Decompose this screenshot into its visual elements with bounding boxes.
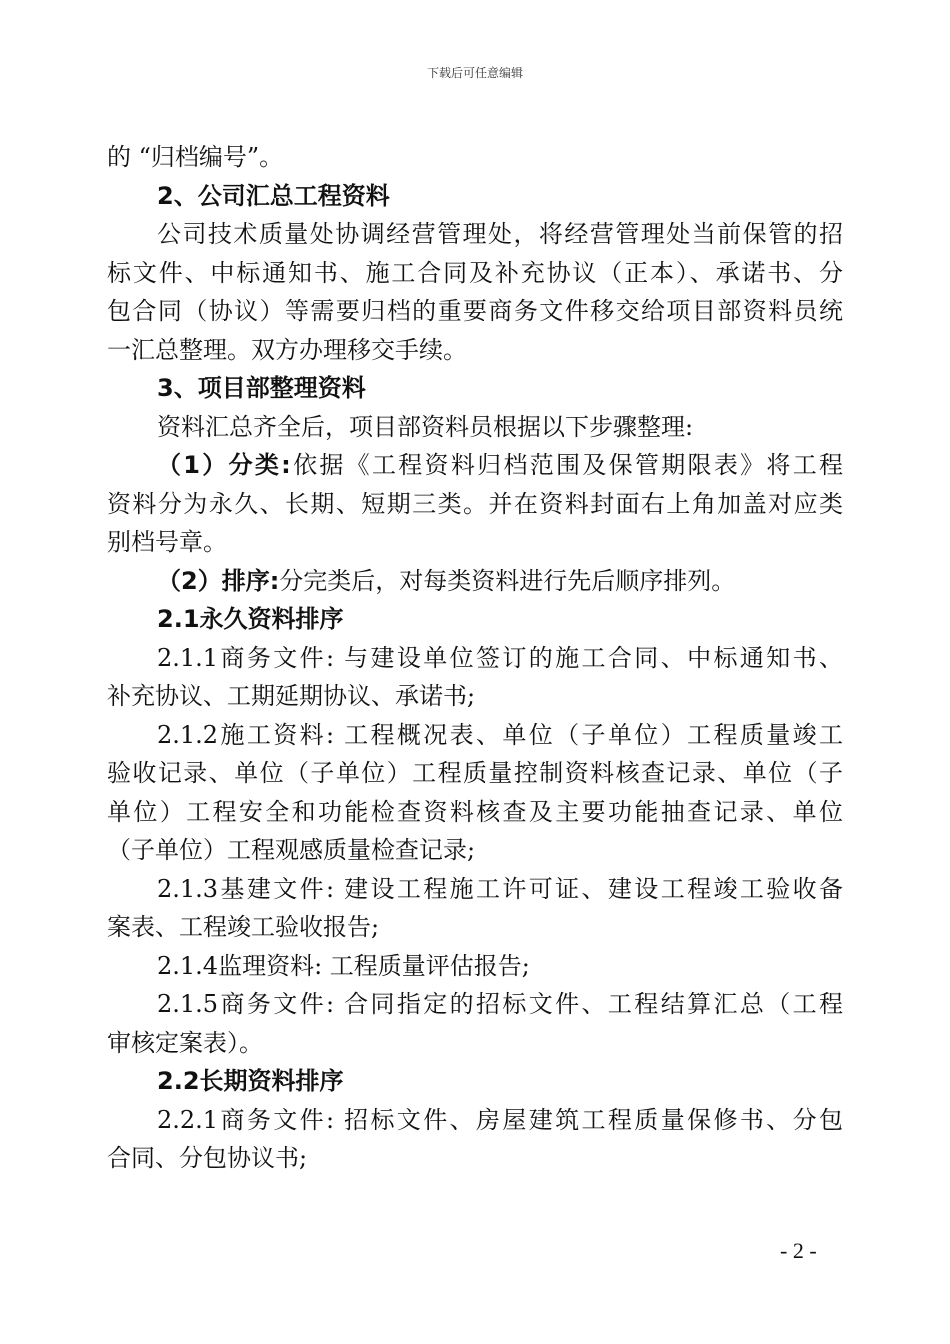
text-line: 资料汇总齐全后，项目部资料员根据以下步骤整理: bbox=[157, 412, 694, 441]
text-line: 2.1.4监理资料: 工程质量评估报告; bbox=[157, 951, 530, 980]
section-heading: 2.1永久资料排序 bbox=[157, 605, 344, 633]
text-line: 审核定案表）。 bbox=[107, 1028, 263, 1057]
text-line: 2.2.1商务文件: 招标文件、房屋建筑工程质量保修书、分包 bbox=[157, 1105, 843, 1134]
text-line: 标文件、中标通知书、施工合同及补充协议（正本）、承诺书、分 bbox=[107, 258, 843, 287]
item-lead-label: （2）排序: bbox=[157, 566, 280, 595]
header-note: 下载后可任意编辑 bbox=[426, 66, 523, 80]
text-line bbox=[107, 446, 843, 485]
text-line: 2.1.2施工资料: 工程概况表、单位（子单位）工程质量竣工 bbox=[157, 720, 843, 749]
document-body bbox=[107, 138, 843, 1178]
page-number: - 2 - bbox=[780, 1238, 817, 1263]
text-line: 一汇总整理。双方办理移交手续。 bbox=[107, 335, 467, 364]
text-line: 的 “归档编号”。 bbox=[107, 143, 284, 171]
text-line: 2.1.3基建文件: 建设工程施工许可证、建设工程竣工验收备 bbox=[157, 874, 843, 903]
text-line: 2.1.1商务文件: 与建设单位签订的施工合同、中标通知书、 bbox=[157, 643, 843, 672]
text-line: 合同、分包协议书; bbox=[107, 1144, 308, 1172]
item-text: 分完类后，对每类资料进行先后顺序排列。 bbox=[279, 566, 736, 595]
text-line bbox=[107, 562, 843, 601]
text-line: 资料分为永久、长期、短期三类。并在资料封面右上角加盖对应类 bbox=[107, 489, 843, 518]
text-line: （子单位）工程观感质量检查记录; bbox=[107, 836, 476, 864]
section-heading: 2、公司汇总工程资料 bbox=[157, 181, 390, 210]
text-line: 2.1.5商务文件: 合同指定的招标文件、工程结算汇总（工程 bbox=[157, 990, 843, 1018]
section-heading: 2.2长期资料排序 bbox=[157, 1067, 344, 1095]
text-line: 补充协议、工期延期协议、承诺书; bbox=[107, 682, 476, 710]
text-line: 验收记录、单位（子单位）工程质量控制资料核查记录、单位（子 bbox=[107, 759, 843, 787]
text-line: 包合同（协议）等需要归档的重要商务文件移交给项目部资料员统 bbox=[107, 297, 843, 325]
section-heading: 3、项目部整理资料 bbox=[157, 374, 366, 402]
text-line: 公司技术质量处协调经营管理处，将经营管理处当前保管的招 bbox=[157, 220, 843, 248]
text-line: 别档号章。 bbox=[107, 528, 227, 556]
text-line: 案表、工程竣工验收报告; bbox=[107, 913, 380, 941]
text-line: 单位）工程安全和功能检查资料核查及主要功能抽查记录、单位 bbox=[107, 797, 843, 826]
item-text: 依据《工程资料归档范围及保管期限表》将工程 bbox=[290, 451, 843, 479]
item-lead-label: （1）分类: bbox=[157, 451, 291, 479]
